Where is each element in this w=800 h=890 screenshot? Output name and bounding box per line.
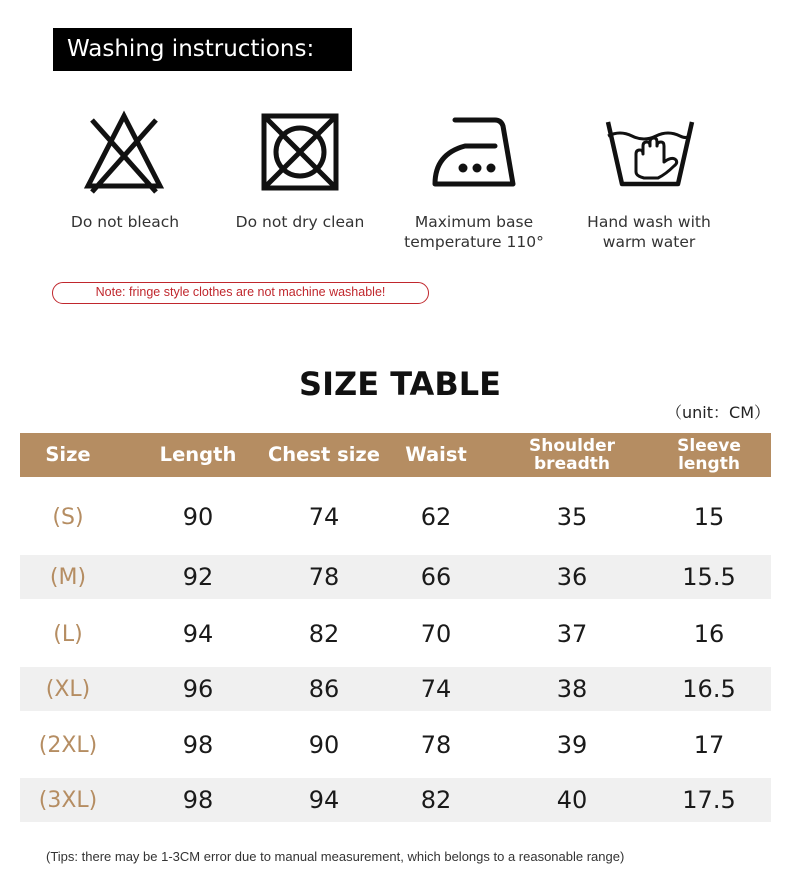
cell-shoulder: 38 <box>556 675 588 703</box>
cell-chest: 94 <box>308 786 340 814</box>
cell-shoulder: 35 <box>556 503 588 531</box>
cell-length: 94 <box>182 620 214 648</box>
cell-sleeve: 15 <box>693 503 725 531</box>
machine-wash-note: Note: fringe style clothes are not machine washable! <box>52 282 429 304</box>
cell-chest: 82 <box>308 620 340 648</box>
no-bleach-label: Do not bleach <box>70 213 180 231</box>
cell-chest: 90 <box>308 731 340 759</box>
cell-length: 90 <box>182 503 214 531</box>
cell-shoulder: 37 <box>556 620 588 648</box>
cell-size: (2XL) <box>38 732 98 758</box>
table-header-row <box>20 433 771 477</box>
cell-waist: 82 <box>420 786 452 814</box>
table-row-xl <box>20 667 771 711</box>
size-table-title: SIZE TABLE <box>299 365 501 403</box>
cell-length: 96 <box>182 675 214 703</box>
cell-sleeve: 16 <box>693 620 725 648</box>
hand-wash-label: Hand wash with warm water <box>587 213 711 251</box>
cell-chest: 86 <box>308 675 340 703</box>
cell-shoulder: 40 <box>556 786 588 814</box>
cell-size: (3XL) <box>38 787 98 813</box>
cell-length: 92 <box>182 563 214 591</box>
cell-chest: 78 <box>308 563 340 591</box>
header-chest-size: Chest size <box>267 443 380 466</box>
table-row-l <box>20 612 771 656</box>
cell-chest: 74 <box>308 503 340 531</box>
cell-size: (M) <box>49 564 87 590</box>
table-row-m <box>20 555 771 599</box>
header-length: Length <box>159 443 237 466</box>
header-shoulder-breadth: Shoulder breadth <box>528 436 616 474</box>
washing-instructions-title: Washing instructions: <box>53 28 352 71</box>
cell-waist: 62 <box>420 503 452 531</box>
cell-size: (L) <box>53 621 83 647</box>
cell-sleeve: 16.5 <box>682 675 736 703</box>
table-row-s <box>20 495 771 539</box>
header-size: Size <box>45 443 91 466</box>
no-dry-clean-icon <box>250 106 350 198</box>
table-row-3xl <box>20 778 771 822</box>
cell-shoulder: 36 <box>556 563 588 591</box>
cell-shoulder: 39 <box>556 731 588 759</box>
no-bleach-icon <box>74 106 174 198</box>
iron-temperature-label: Maximum base temperature 110° <box>404 213 544 251</box>
cell-length: 98 <box>182 731 214 759</box>
iron-icon <box>425 106 525 198</box>
cell-size: (XL) <box>45 676 91 702</box>
hand-wash-icon <box>600 106 700 198</box>
cell-waist: 74 <box>420 675 452 703</box>
cell-waist: 66 <box>420 563 452 591</box>
unit-note: （unit：CM） <box>666 403 770 422</box>
header-sleeve-length: Sleeve length <box>677 436 741 474</box>
cell-waist: 70 <box>420 620 452 648</box>
no-dry-clean-label: Do not dry clean <box>235 213 365 231</box>
cell-sleeve: 15.5 <box>682 563 736 591</box>
cell-length: 98 <box>182 786 214 814</box>
measurement-tips: (Tips: there may be 1-3CM error due to manual measurement, which belongs to a reasonable range) <box>46 849 625 864</box>
table-row-2xl <box>20 723 771 767</box>
cell-waist: 78 <box>420 731 452 759</box>
cell-size: (S) <box>52 504 84 530</box>
header-waist: Waist <box>405 443 467 466</box>
cell-sleeve: 17 <box>693 731 725 759</box>
cell-sleeve: 17.5 <box>682 786 736 814</box>
